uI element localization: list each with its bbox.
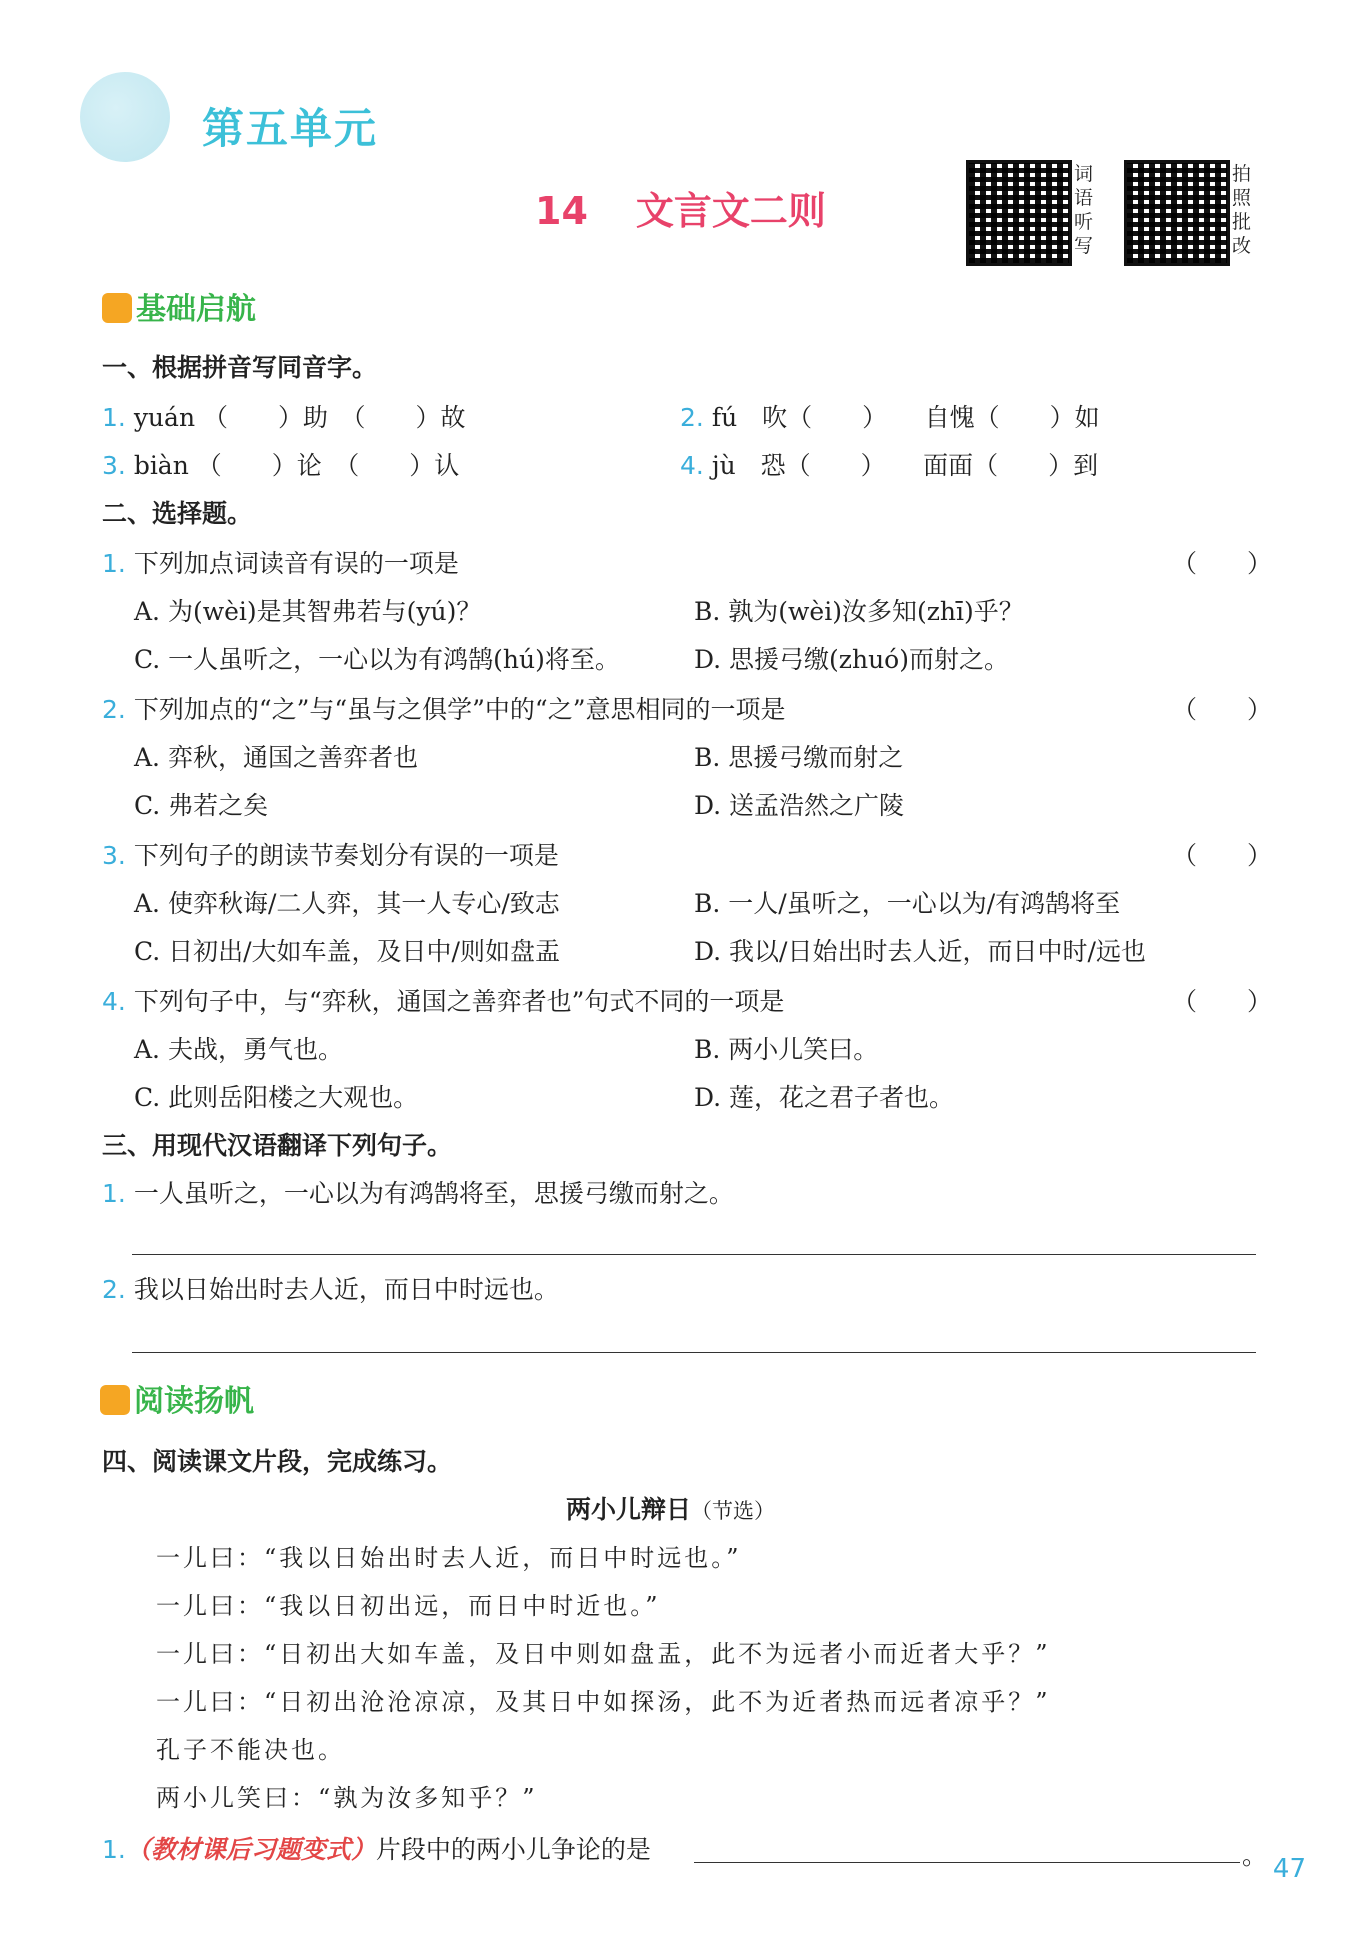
answer-paren[interactable]: （ ）	[1172, 841, 1273, 870]
question-heading: 二、选择题。	[102, 499, 253, 528]
section-heading-basics: 基础启航	[102, 284, 256, 328]
mc-option: D. 我以/日始出时去人近，而日中时/远也	[694, 937, 1146, 966]
page-number: 47	[1272, 1854, 1306, 1884]
pinyin-row: 1. yuán （ ）助 （ ）故	[102, 403, 466, 432]
mc-option: C. 一人虽听之，一心以为有鸿鹄(hú)将至。	[134, 645, 620, 674]
question-heading: 一、根据拼音写同音字。	[102, 353, 378, 382]
lesson-name: 文言文二则	[635, 189, 826, 233]
passage-line: 一儿曰：“日初出大如车盖，及日中则如盘盂，此不为远者小而近者大乎？”	[156, 1640, 1051, 1668]
mc-option: D. 思援弓缴(zhuó)而射之。	[694, 645, 1009, 674]
pinyin-row: 4. jù 恐（ ） 面面（ ）到	[680, 451, 1099, 480]
passage-line: 孔子不能决也。	[156, 1736, 345, 1764]
reading-question: 1.（教材课后习题变式）片段中的两小儿争论的是	[102, 1835, 651, 1864]
passage-line: 一儿曰：“我以日初出远，而日中时近也。”	[156, 1592, 661, 1620]
mc-option: B. 孰为(wèi)汝多知(zhī)乎？	[694, 597, 1024, 626]
mc-option: D. 莲，花之君子者也。	[694, 1083, 955, 1112]
mc-stem: 4. 下列句子中，与“弈秋，通国之善弈者也”句式不同的一项是	[102, 987, 785, 1016]
answer-end-period: 。	[1242, 1841, 1268, 1870]
mc-option: A. 使弈秋诲/二人弈，其一人专心/致志	[134, 889, 560, 918]
mc-option: C. 日初出/大如车盖，及日中/则如盘盂	[134, 937, 560, 966]
anchor-icon	[102, 293, 132, 323]
mc-option: C. 弗若之矣	[134, 791, 269, 820]
unit-title: 第五单元	[202, 104, 379, 153]
pinyin-row: 2. fú 吹（ ） 自愧（ ）如	[680, 403, 1100, 432]
unit-decoration	[80, 72, 170, 162]
mc-stem: 1. 下列加点词读音有误的一项是	[102, 549, 459, 578]
qr-label-grading: 拍照批改	[1232, 163, 1252, 257]
sail-icon	[100, 1385, 130, 1415]
answer-paren[interactable]: （ ）	[1172, 987, 1273, 1016]
mc-option: C. 此则岳阳楼之大观也。	[134, 1083, 419, 1112]
lesson-title	[535, 180, 826, 235]
passage-line: 一儿曰：“我以日始出时去人近，而日中时远也。”	[156, 1544, 742, 1572]
qr-code-dictation[interactable]	[966, 160, 1072, 266]
passage-line: 一儿曰：“日初出沧沧凉凉，及其日中如探汤，此不为近者热而远者凉乎？”	[156, 1688, 1051, 1716]
mc-stem: 2. 下列加点的“之”与“虽与之俱学”中的“之”意思相同的一项是	[102, 695, 786, 724]
pinyin-row: 3. biàn （ ）论 （ ）认	[102, 451, 460, 480]
answer-line[interactable]	[132, 1254, 1256, 1255]
question-heading: 四、阅读课文片段，完成练习。	[102, 1447, 453, 1476]
mc-option: A. 为(wèi)是其智弗若与(yú)？	[134, 597, 482, 626]
translate-sentence: 1. 一人虽听之，一心以为有鸿鹄将至，思援弓缴而射之。	[102, 1179, 734, 1208]
passage-line: 两小儿笑曰：“孰为汝多知乎？”	[156, 1784, 538, 1812]
translate-sentence: 2. 我以日始出时去人近，而日中时远也。	[102, 1275, 559, 1304]
qr-code-grading[interactable]	[1124, 160, 1230, 266]
mc-option: A. 夫战，勇气也。	[134, 1035, 343, 1064]
qr-label-dictation: 词语听写	[1074, 163, 1094, 257]
section-heading-reading: 阅读扬帆	[100, 1376, 254, 1420]
answer-line[interactable]	[694, 1862, 1240, 1863]
answer-paren[interactable]: （ ）	[1172, 549, 1273, 578]
textbook-variant-tag: （教材课后习题变式）	[125, 1835, 376, 1864]
question-heading: 三、用现代汉语翻译下列句子。	[102, 1131, 453, 1160]
passage-title: 两小儿辩日（节选）	[566, 1495, 776, 1524]
mc-option: A. 弈秋，通国之善弈者也	[134, 743, 418, 772]
answer-paren[interactable]: （ ）	[1172, 695, 1273, 724]
mc-stem: 3. 下列句子的朗读节奏划分有误的一项是	[102, 841, 559, 870]
mc-option: B. 两小儿笑曰。	[694, 1035, 879, 1064]
mc-option: D. 送孟浩然之广陵	[694, 791, 905, 820]
lesson-number: 14	[535, 189, 588, 233]
mc-option: B. 一人/虽听之，一心以为/有鸿鹄将至	[694, 889, 1121, 918]
mc-option: B. 思援弓缴而射之	[694, 743, 904, 772]
answer-line[interactable]	[132, 1352, 1256, 1353]
